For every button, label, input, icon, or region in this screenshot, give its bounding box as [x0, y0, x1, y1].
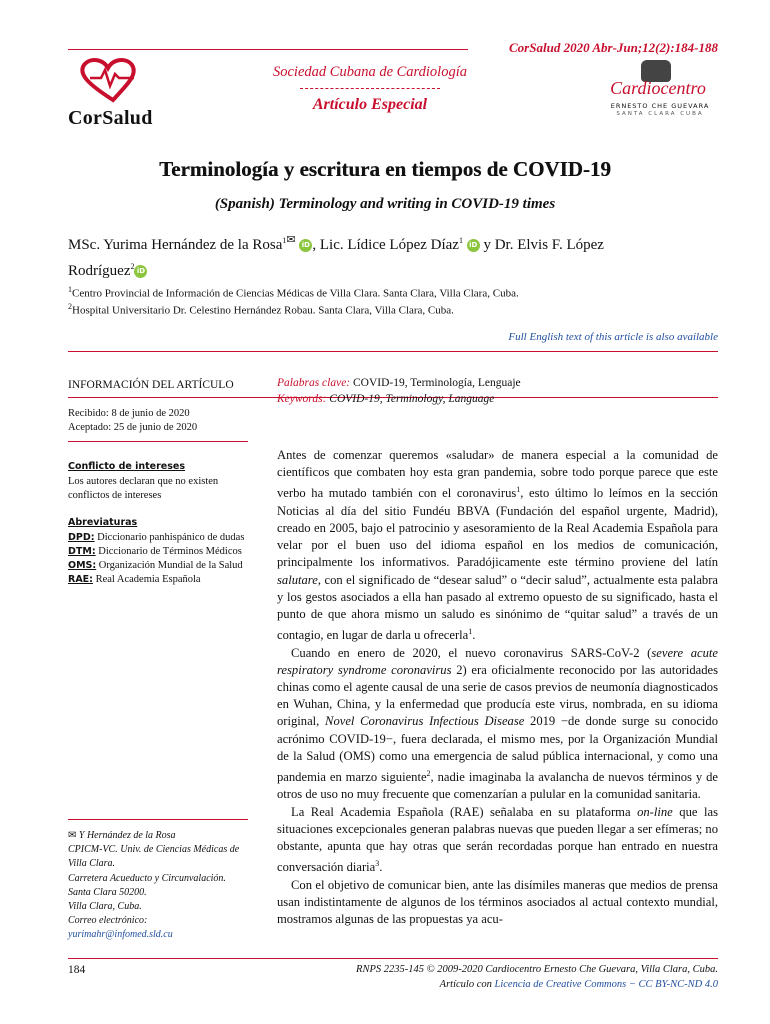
- accepted-date: Aceptado: 25 de junio de 2020: [68, 422, 198, 433]
- society-name: Sociedad Cubana de Cardiología: [273, 64, 467, 80]
- author-1: MSc. Yurima Hernández de la Rosa: [68, 237, 283, 253]
- keywords-en: Keywords: COVID-19, Terminology, Language: [277, 393, 495, 405]
- article-subtitle: (Spanish) Terminology and writing in COVID-19 times: [214, 196, 556, 212]
- orcid-icon[interactable]: iD: [134, 265, 147, 278]
- article-body: [277, 447, 718, 928]
- logo-left-text: CorSalud: [68, 107, 153, 129]
- envelope-icon[interactable]: ✉: [286, 234, 296, 246]
- society-underline: [300, 88, 440, 89]
- orcid-icon[interactable]: iD: [467, 239, 480, 252]
- orcid-icon[interactable]: iD: [299, 239, 312, 252]
- heart-ecg-icon: [68, 56, 158, 104]
- email-link[interactable]: yurimahr@infomed.sld.cu: [68, 929, 173, 941]
- correspondence: ✉ Y Hernández de la Rosa CPICM-VC. Univ. de Ciencias Médicas de Villa Clara. Carretera Acueducto y Circunvalación. Santa Clara 50200. Villa Clara, Cuba. Correo electrónico: yurimahr@infomed.sld.cu: [68, 829, 248, 943]
- paragraph: Cuando en enero de 2020, el nuevo coronavirus SARS-CoV-2 (severe acute respiratory syndrome coronavirus 2) era oficialmente reconocido por las autoridades chinas como el agente causal de una serie de casos previos de neumonía diagnosticados en Wuhan, China, y la enfermedad que producía este virus, nombrada, en su idioma original, Novel Coronavirus Infectious Disease 2019 −de donde surge su conocido acrónimo COVID-19−, fuera declarada, el mismo mes, por la Organización Mundial de la Salud (OMS) como una emergencia de salud pública internacional, y como una pandemia en marzo siguiente$^2$, nadie imaginaba la avalancha de nuevos términos y de otros de uso no muy frecuente que comenzarían a pulular en la comunidad sanitaria.: [277, 645, 718, 802]
- rule-under-header: [68, 351, 718, 352]
- abbr-item: OMS: Organización Mundial de la Salud: [68, 560, 243, 571]
- footer-rule: [68, 958, 718, 959]
- article-title: Terminología y escritura en tiempos de COVID-19: [159, 157, 611, 181]
- paragraph: Antes de comenzar queremos «saludar» de manera especial a la comunidad de científicos que combaten hoy esta gran pandemia, sobre todo porque parece que este verbo ha mutado también con el coronavirus$^1$, esto último lo leímos en la sección Noticias al día del sitio Fundéu BBVA (Fundación del español urgente, Madrid), creado en 2005, bajo el patrocinio y asesoramiento de la Real Academia Española para velar por el buen uso del idioma español en los medios de comunicación, principalmente los informativos. Paradójicamente este término proviene del latín salutare, con el significado de “desear salud” o “decir salud”, actualmente esta palabra y los gestos asociados a ella han pasado al extremo opuesto de su significado, hasta el punto de que ahora mismo un saludo es sinónimo de “quitar salud” a través de un contagio, en lugar de darla u ofrecerla$^1$.: [277, 448, 718, 643]
- abbr-item: DTM: Diccionario de Términos Médicos: [68, 546, 242, 557]
- full-english-link[interactable]: Full English text of this article is also available: [508, 331, 718, 343]
- abbr-item: DPD: Diccionario panhispánico de dudas: [68, 532, 245, 543]
- envelope-icon: ✉: [68, 830, 79, 841]
- author-list: MSc. Yurima Hernández de la Rosa$^{1✉}$ iD , Lic. Lídice López Díaz$^1$ iD y Dr. Elvis F. López Rodríguez$^2$iD: [68, 234, 604, 279]
- author-3: y Dr. Elvis F. López: [479, 237, 604, 253]
- abbreviations-section: [68, 516, 248, 587]
- abbreviations-heading: Abreviaturas: [68, 517, 138, 528]
- author-2: , Lic. Lídice López Díaz: [312, 237, 459, 253]
- affiliation-2: $^2$Hospital Universitario Dr. Celestino Hernández Robau. Santa Clara, Villa Clara, Cuba.: [68, 302, 454, 317]
- logo-right-line1: ERNESTO CHE GUEVARA: [610, 102, 710, 110]
- keywords-block: [277, 375, 718, 407]
- citation: CorSalud 2020 Abr-Jun;12(2):184-188: [509, 40, 718, 55]
- dates: [68, 407, 248, 435]
- logo-right-script: Cardiocentro: [610, 78, 706, 98]
- abbr-item: RAE: Real Academia Española: [68, 574, 201, 585]
- page-number: 184: [68, 964, 86, 976]
- footer-license: Artículo con Licencia de Creative Commons − CC BY-NC-ND 4.0: [439, 979, 718, 990]
- conflict-section: [68, 460, 248, 503]
- author-3-surname: Rodríguez: [68, 263, 131, 279]
- paragraph: La Real Academia Española (RAE) señalaba en su plataforma on-line que las situaciones excepcionales generan palabras nuevas que pueden llegar a ser efímeras; no obstante, apunta que hay otras que serán recordadas porque han entrado en nuestra conversación diaria$^3$.: [277, 804, 718, 875]
- affiliation-1: $^1$Centro Provincial de Información de Ciencias Médicas de Villa Clara. Santa Clara, Villa Clara, Cuba.: [68, 285, 519, 300]
- article-info-heading: INFORMACIÓN DEL ARTÍCULO: [68, 379, 234, 391]
- paragraph: Con el objetivo de comunicar bien, ante las disímiles maneras que medios de prensa usan indistintamente de algunos de los términos asociados al actual contexto mundial, mostramos algunas de las propuestas ya acu-: [277, 877, 718, 927]
- dates-rule: [68, 441, 248, 442]
- cardiocentro-logo: [575, 60, 735, 120]
- correspondence-rule: [68, 819, 248, 820]
- received-date: Recibido: 8 de junio de 2020: [68, 408, 190, 419]
- header-top-rule: [68, 49, 468, 50]
- logo-right-line2: SANTA CLARA CUBA: [616, 111, 704, 117]
- section-label: Artículo Especial: [312, 96, 428, 113]
- license-link[interactable]: Licencia de Creative Commons − CC BY-NC-ND 4.0: [494, 979, 718, 990]
- conflict-text: Los autores declaran que no existen conflictos de intereses: [68, 476, 219, 501]
- corsalud-logo: [68, 56, 158, 129]
- conflict-heading: Conflicto de intereses: [68, 461, 186, 472]
- footer-rnps: RNPS 2235-145 © 2009-2020 Cardiocentro Ernesto Che Guevara, Villa Clara, Cuba.: [356, 964, 718, 975]
- keywords-es: Palabras clave: COVID-19, Terminología, Lenguaje: [277, 377, 521, 389]
